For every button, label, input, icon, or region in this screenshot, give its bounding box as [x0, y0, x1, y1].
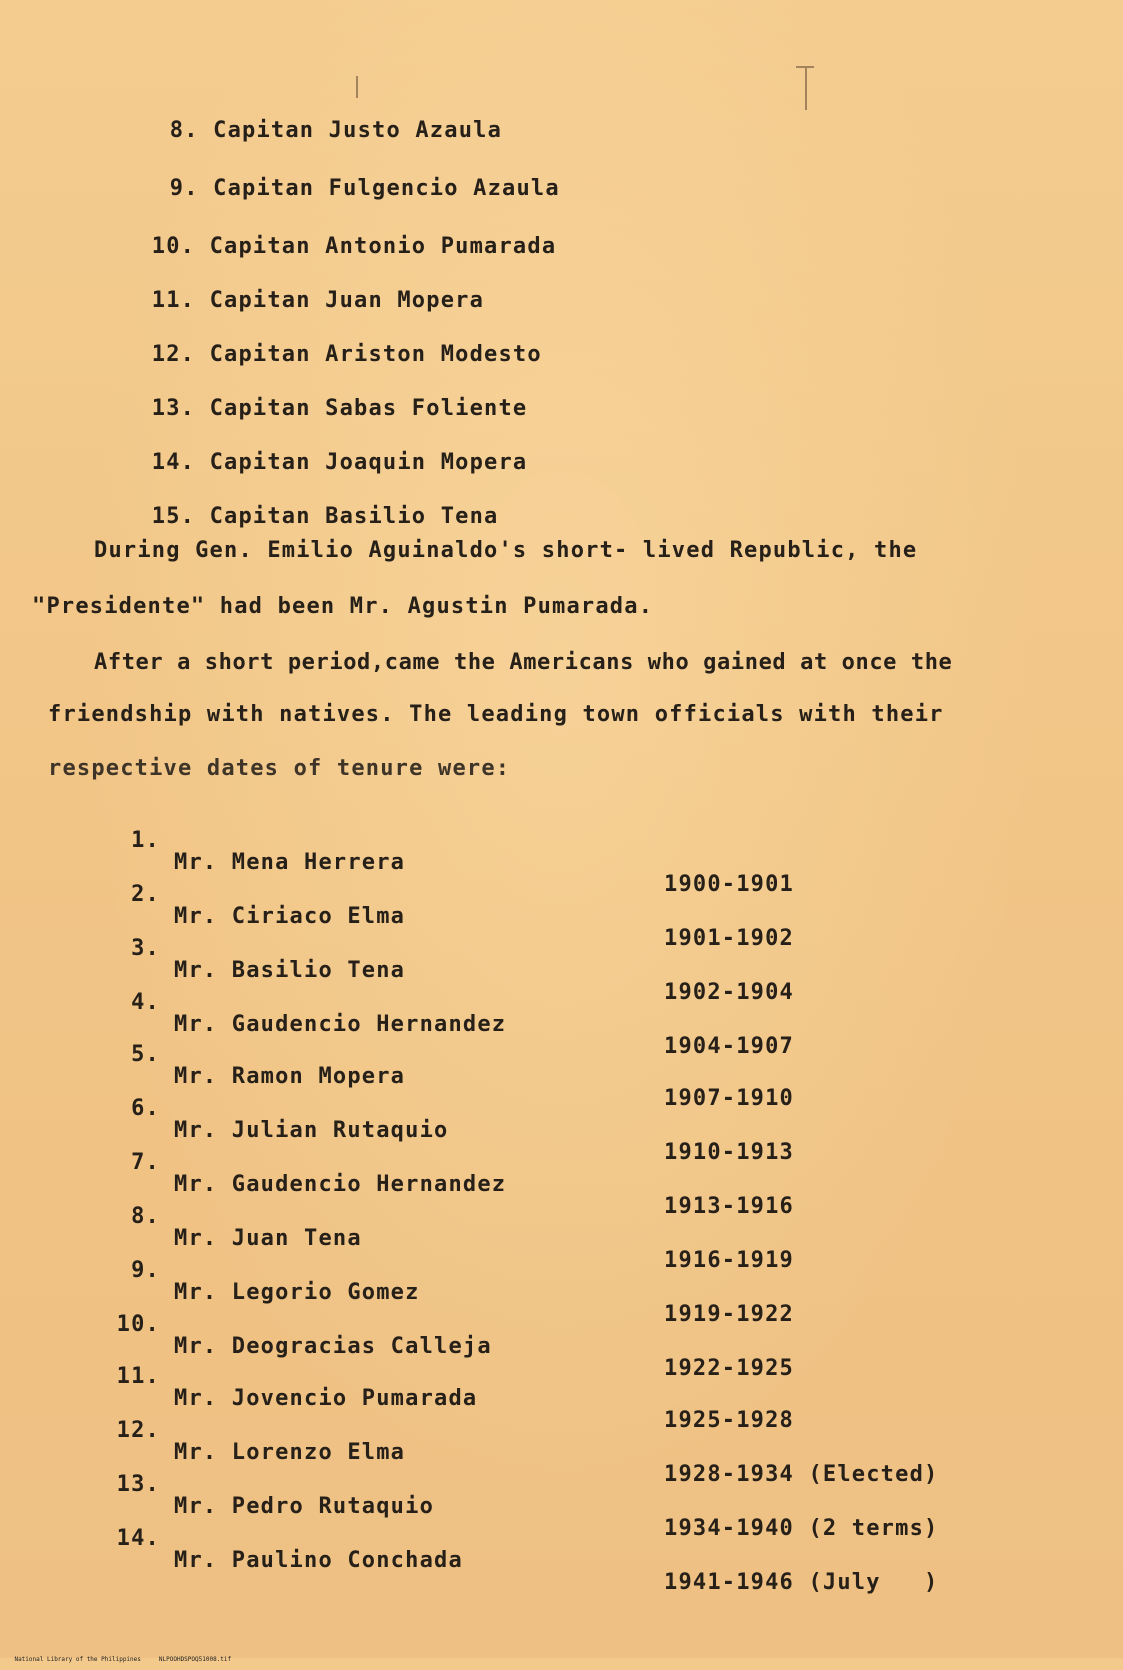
- official-dates: 1925-1928: [664, 1408, 795, 1433]
- official-number: 10.: [116, 1312, 160, 1337]
- official-number: 13.: [116, 1472, 160, 1497]
- capitan-number: 9.: [169, 176, 199, 201]
- official-dates: 1901-1902: [664, 926, 795, 951]
- official-name: Mr. Jovencio Pumarada: [174, 1386, 478, 1411]
- official-number: 3.: [131, 936, 160, 961]
- official-number: 11.: [116, 1364, 160, 1389]
- official-name: Mr. Paulino Conchada: [174, 1548, 463, 1573]
- official-dates: 1902-1904: [664, 980, 795, 1005]
- official-number: 14.: [116, 1526, 160, 1551]
- capitan-number: 13.: [151, 396, 196, 421]
- paragraph-line: friendship with natives. The leading town officials with their: [48, 702, 944, 727]
- official-number: 6.: [131, 1096, 160, 1121]
- official-name: Mr. Gaudencio Hernandez: [174, 1012, 507, 1037]
- capitan-number: 14.: [151, 450, 196, 475]
- official-number: 1.: [131, 828, 160, 853]
- official-dates: 1919-1922: [664, 1302, 795, 1327]
- paragraph-line: respective dates of tenure were:: [48, 756, 511, 781]
- paragraph-line: During Gen. Emilio Aguinaldo's short- lived Republic, the: [94, 538, 918, 563]
- official-dates: 1913-1916: [664, 1194, 795, 1219]
- official-name: Mr. Juan Tena: [174, 1226, 362, 1251]
- capitan-name: Capitan Joaquin Mopera: [209, 450, 528, 475]
- capitan-name: Capitan Fulgencio Azaula: [213, 176, 560, 201]
- official-dates: 1900-1901: [664, 872, 795, 897]
- capitan-number: 8.: [169, 118, 199, 143]
- official-name: Mr. Ciriaco Elma: [174, 904, 406, 929]
- capitan-name: Capitan Sabas Foliente: [209, 396, 528, 421]
- capitan-item: [112, 98, 502, 164]
- official-name: Mr. Legorio Gomez: [174, 1280, 420, 1305]
- scan-footer: [0, 1649, 249, 1670]
- official-number: 8.: [131, 1204, 160, 1229]
- capitan-number: 12.: [151, 342, 196, 367]
- official-name: Mr. Lorenzo Elma: [174, 1440, 406, 1465]
- capitan-name: Capitan Antonio Pumarada: [209, 234, 557, 259]
- capitan-name: Capitan Juan Mopera: [209, 288, 485, 313]
- official-number: 2.: [131, 882, 160, 907]
- official-dates: 1941-1946 (July ): [664, 1570, 939, 1595]
- official-name: Mr. Gaudencio Hernandez: [174, 1172, 507, 1197]
- capitan-name: Capitan Ariston Modesto: [209, 342, 542, 367]
- official-number: 9.: [131, 1258, 160, 1283]
- footer-filename: NLPOOHDSPOQ51008.tif: [158, 1656, 232, 1663]
- capitan-number: 11.: [151, 288, 196, 313]
- official-number: 5.: [131, 1042, 160, 1067]
- official-name: Mr. Pedro Rutaquio: [174, 1494, 435, 1519]
- capitan-name: Capitan Justo Azaula: [213, 118, 503, 143]
- capitan-item: [112, 156, 560, 222]
- official-number: 12.: [116, 1418, 160, 1443]
- capitan-number: 10.: [151, 234, 196, 259]
- capitan-name: Capitan Basilio Tena: [209, 504, 499, 529]
- official-number: 7.: [131, 1150, 160, 1175]
- official-name: Mr. Basilio Tena: [174, 958, 406, 983]
- official-dates: 1907-1910: [664, 1086, 795, 1111]
- footer-library: National Library of the Philippines: [14, 1656, 141, 1663]
- official-number: 4.: [131, 990, 160, 1015]
- official-dates: 1928-1934 (Elected): [664, 1462, 939, 1487]
- official-dates: 1922-1925: [664, 1356, 795, 1381]
- ink-mark: [805, 68, 807, 110]
- ink-mark: [356, 76, 358, 98]
- official-dates: 1916-1919: [664, 1248, 795, 1273]
- official-name: Mr. Mena Herrera: [174, 850, 406, 875]
- capitan-number: 15.: [151, 504, 196, 529]
- paragraph-line: "Presidente" had been Mr. Agustin Pumarada.: [32, 594, 654, 619]
- ink-mark: [796, 66, 814, 68]
- official-name: Mr. Deogracias Calleja: [174, 1334, 492, 1359]
- official-name: Mr. Julian Rutaquio: [174, 1118, 449, 1143]
- official-name: Mr. Ramon Mopera: [174, 1064, 406, 1089]
- paragraph-line: After a short period,came the Americans who gained at once the: [94, 650, 953, 675]
- official-dates: 1910-1913: [664, 1140, 795, 1165]
- official-dates: 1934-1940 (2 terms): [664, 1516, 939, 1541]
- official-dates: 1904-1907: [664, 1034, 795, 1059]
